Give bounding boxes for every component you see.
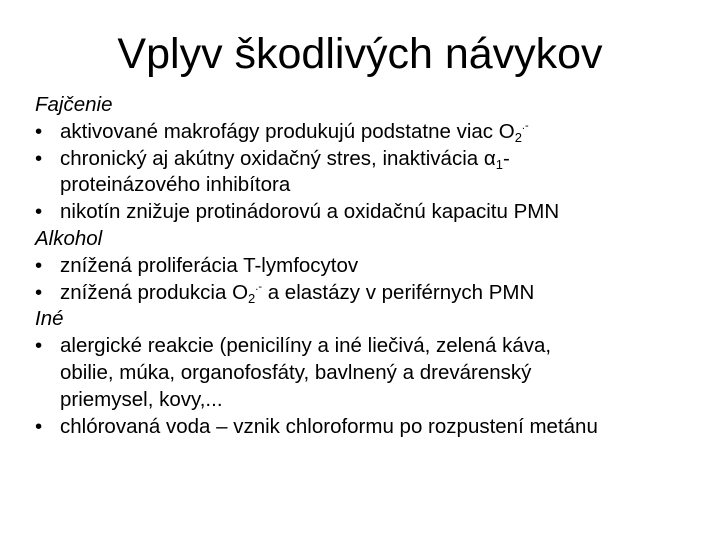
- bullet-text: proteinázového inhibítora: [60, 173, 291, 197]
- bullet-item: [35, 280, 715, 307]
- bullet-dot-icon: •: [35, 414, 43, 438]
- section-heading: Alkohol: [35, 226, 103, 250]
- subscript-text: 1: [495, 156, 503, 172]
- bullet-text: obilie, múka, organofosfáty, bavlnený a drevárenský: [60, 360, 532, 384]
- bullet-line: [60, 199, 715, 226]
- bullet-text: chlórovaná voda – vznik chloroformu po rozpustení metánu: [60, 414, 598, 438]
- slide-title: Vplyv škodlivých návykov: [117, 30, 603, 78]
- bullet-dot-icon: •: [35, 146, 43, 170]
- bullet-line: [60, 387, 715, 414]
- section-heading: Fajčenie: [35, 93, 113, 116]
- bullet-line: [60, 119, 715, 146]
- subscript-text: 2: [248, 290, 256, 306]
- bullet-line: [60, 280, 715, 307]
- bullet-dot-icon: •: [35, 253, 43, 277]
- bullet-dot-icon: •: [35, 334, 43, 358]
- bullet-text: a elastázy v periférnych PMN: [262, 280, 535, 304]
- subscript-text: 2: [514, 129, 522, 145]
- superscript-text: .-: [255, 280, 262, 293]
- bullet-dot-icon: •: [35, 119, 43, 143]
- bullet-line: [60, 333, 715, 360]
- bullet-dot-icon: •: [35, 280, 43, 304]
- bullet-text: alergické reakcie (penicilíny a iné liečivá, zelená káva,: [60, 334, 552, 358]
- bullet-item: [35, 146, 715, 200]
- bullet-item: [35, 333, 715, 413]
- superscript-text: .-: [521, 119, 529, 132]
- bullet-line: [60, 172, 715, 199]
- section-heading: Iné: [35, 307, 64, 331]
- bullet-item: [35, 253, 715, 280]
- bullet-item: [35, 414, 715, 441]
- bullet-text: -: [502, 146, 510, 170]
- bullet-item: [35, 199, 715, 226]
- bullet-text: nikotín znižuje protinádorovú a oxidačnú kapacitu PMN: [60, 200, 560, 224]
- bullet-line: [60, 146, 715, 173]
- bullet-item: [35, 119, 715, 146]
- slide-content: [35, 92, 715, 440]
- bullet-line: [60, 360, 715, 387]
- bullet-line: [60, 253, 715, 280]
- bullet-text: aktivované makrofágy produkujú podstatne viac O: [60, 119, 515, 143]
- bullet-line: [60, 414, 715, 441]
- bullet-text: chronický aj akútny oxidačný stres, inaktivácia α: [60, 146, 496, 170]
- bullet-text: znížená proliferácia T-lymfocytov: [60, 253, 359, 277]
- bullet-text: priemysel, kovy,...: [60, 387, 223, 411]
- bullet-dot-icon: •: [35, 200, 43, 224]
- bullet-text: znížená produkcia O: [60, 280, 249, 304]
